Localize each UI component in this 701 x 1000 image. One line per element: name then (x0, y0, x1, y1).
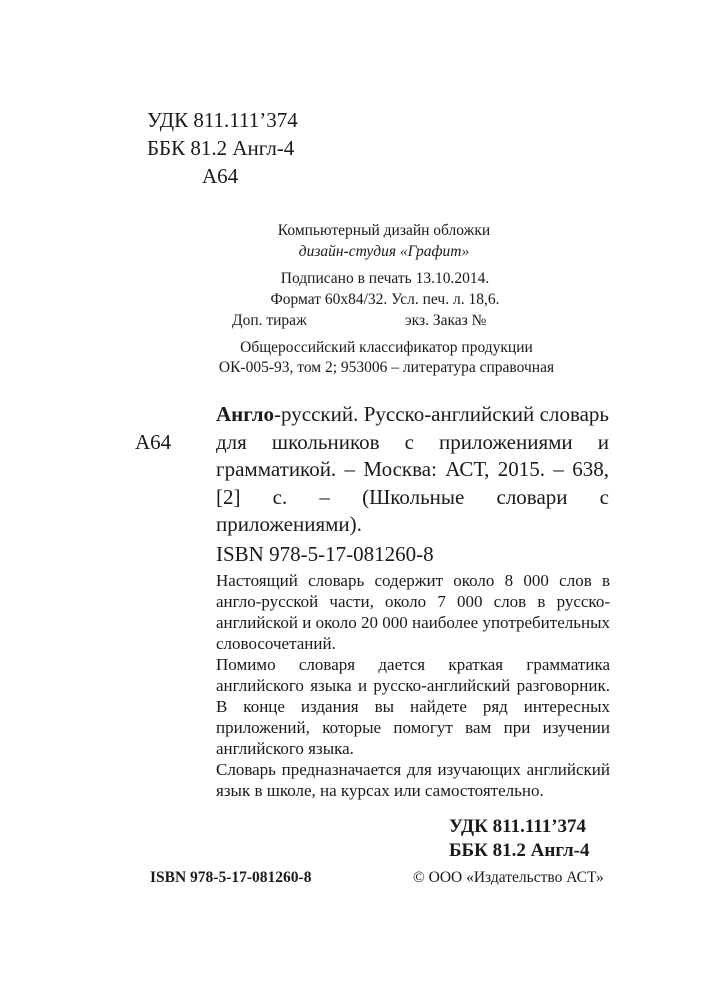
order-number-label: экз. Заказ № (405, 312, 487, 329)
author-mark-top: А64 (202, 164, 239, 188)
bbk-code-top: ББК 81.2 Англ-4 (147, 136, 295, 160)
annotation-paragraph (216, 570, 610, 654)
signed-to-print-date: Подписано в печать 13.10.2014. (280, 270, 490, 287)
annotation-paragraph (216, 759, 610, 801)
bbk-code-bottom: ББК 81.2 Англ-4 (449, 840, 590, 861)
annotation-text-2: Помимо словаря дается краткая грамматика английского языка и русско-английский разговорник. В конце издания вы найдете ряд интересных приложений, которые помогут вам при изучении английского языка. (216, 655, 610, 758)
copyright-notice: © ООО «Издательство АСТ» (413, 869, 604, 886)
print-format: Формат 60х84/32. Усл. печ. л. 18,6. (270, 291, 500, 308)
isbn-footer: ISBN 978-5-17-081260-8 (150, 869, 312, 886)
record-description: -русский. Русско-английский словарь для школьников с приложениями и грамматикой. – Москва: АСТ, 2015. – 638, [2] с. – (Школьные словари с приложениями). (216, 402, 609, 536)
product-classifier-line-2: ОК-005-93, том 2; 953006 – литература справочная (218, 359, 555, 376)
udk-code-top: УДК 811.111’374 (147, 108, 298, 132)
print-run-label: Доп. тираж (232, 312, 307, 329)
product-classifier-line-1: Общероссийский классификатор продукции (240, 339, 533, 356)
annotation-paragraph (216, 654, 610, 759)
author-mark-record: А64 (135, 429, 172, 454)
cover-design-credit: Компьютерный дизайн обложки (277, 222, 491, 239)
bibliographic-record (216, 401, 609, 539)
isbn-main: ISBN 978-5-17-081260-8 (216, 542, 434, 566)
udk-code-bottom: УДК 811.111’374 (449, 816, 587, 837)
annotation-text-3: Словарь предназначается для изучающих английский язык в школе, на курсах или самостоятельно. (216, 760, 610, 800)
record-title-bold: Англо (216, 402, 275, 426)
annotation-text-1: Настоящий словарь содержит около 8 000 слов в англо-русской части, около 7 000 слов в русско-английской и около 20 000 наиболее употребительных словосочетаний. (216, 571, 610, 653)
design-studio-credit: дизайн-студия «Графит» (298, 243, 470, 260)
